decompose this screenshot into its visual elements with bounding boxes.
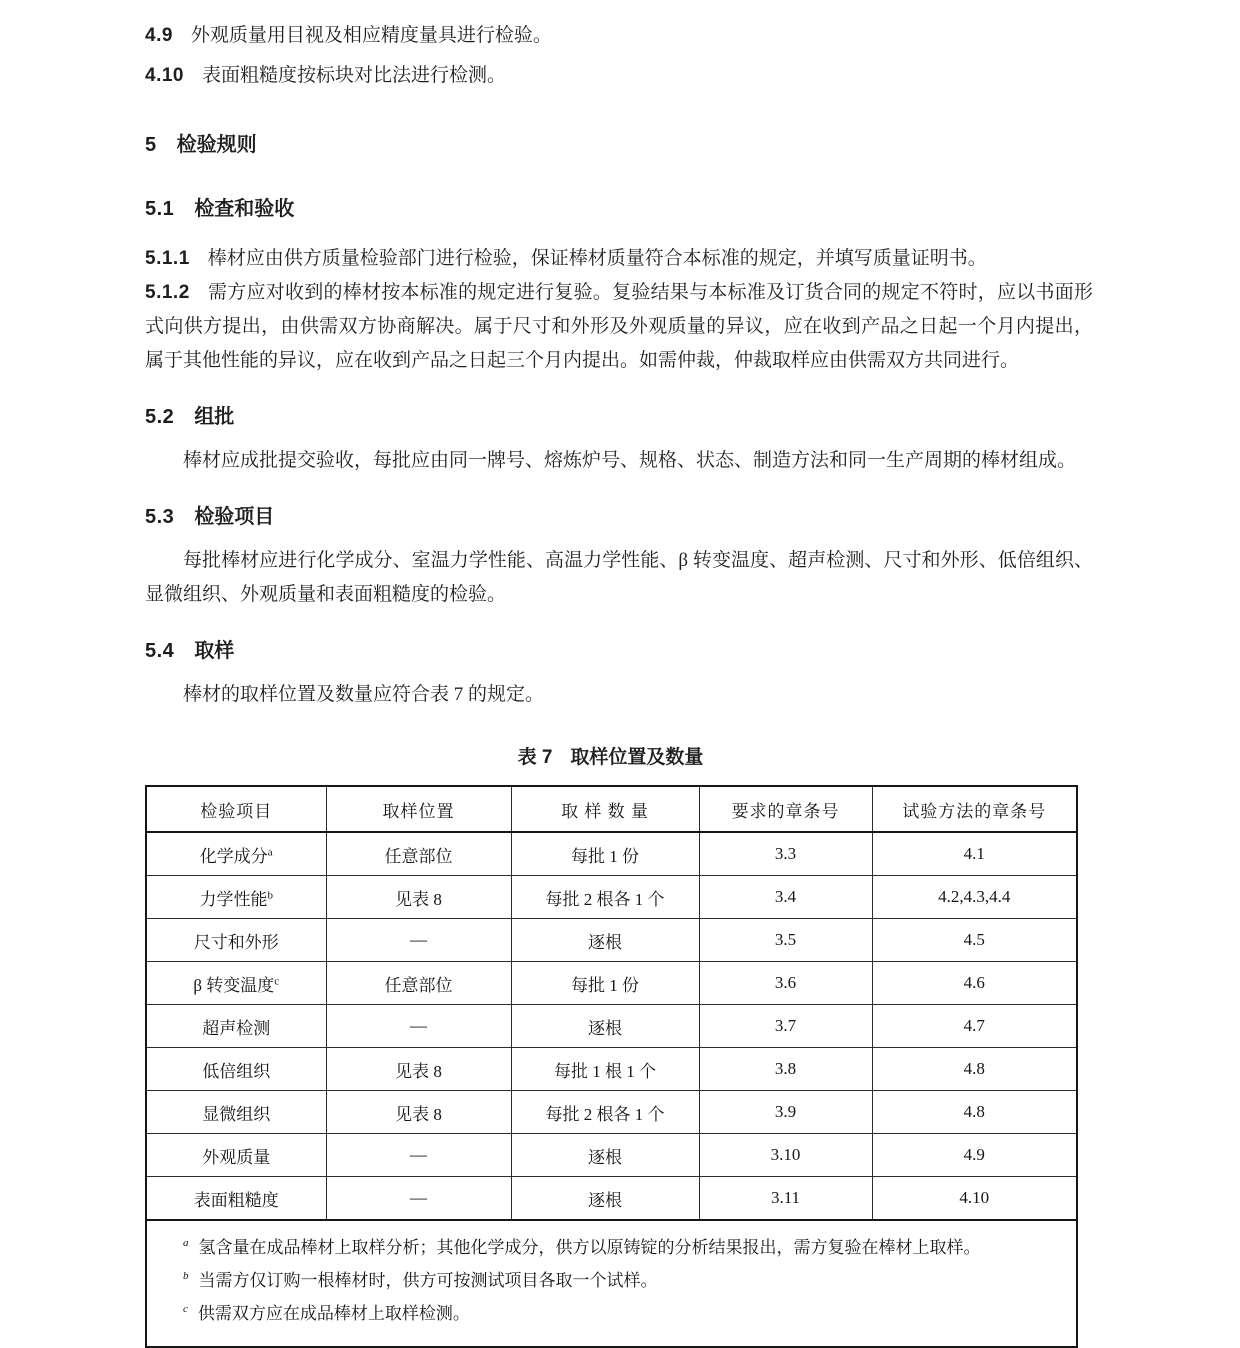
- section-heading-5: [145, 132, 1093, 158]
- standard-page: [145, 20, 1093, 1348]
- cell-inspection-item: 化学成分$^a$: [146, 832, 326, 876]
- section-5-title: 检验规则: [176, 134, 257, 156]
- footnote-marker: a: [267, 845, 273, 858]
- cell-requirement-clause: 3.9: [699, 1091, 872, 1134]
- footnote-b-marker: b: [183, 1270, 189, 1283]
- footnote-marker: b: [267, 888, 273, 901]
- header-sampling-quantity: 取 样 数 量: [511, 786, 699, 832]
- clause-5-1-2: [145, 276, 1093, 378]
- section-heading-5-2: [145, 404, 1093, 430]
- section-5-number: 5: [145, 134, 157, 156]
- cell-inspection-item: β 转变温度$^c$: [146, 962, 326, 1005]
- cell-sampling-quantity: 每批 2 根各 1 个: [511, 1091, 699, 1134]
- cell-sampling-position: 任意部位: [326, 832, 511, 876]
- cell-sampling-quantity: 逐根: [511, 1134, 699, 1177]
- footnote-a: [183, 1231, 1058, 1264]
- cell-sampling-position: —: [326, 919, 511, 962]
- cell-inspection-item: 外观质量: [146, 1134, 326, 1177]
- cell-sampling-quantity: 每批 1 份: [511, 832, 699, 876]
- table-row: [146, 1134, 1077, 1177]
- clause-4-9-text: 外观质量用目视及相应精度量具进行检验。: [190, 25, 552, 46]
- clause-5-1-2-number: 5.1.2: [145, 282, 190, 303]
- clause-4-10-number: 4.10: [145, 65, 184, 86]
- table-row: [146, 1005, 1077, 1048]
- cell-inspection-item: 低倍组织: [146, 1048, 326, 1091]
- section-heading-5-4: [145, 638, 1093, 664]
- table-7-caption: [145, 742, 1076, 769]
- cell-inspection-item: 超声检测: [146, 1005, 326, 1048]
- clause-5-1-1-text: 棒材应由供方质量检验部门进行检验，保证棒材质量符合本标准的规定，并填写质量证明书。: [207, 248, 987, 269]
- cell-test-method-clause: 4.1: [872, 832, 1077, 876]
- cell-test-method-clause: 4.8: [872, 1048, 1077, 1091]
- cell-sampling-position: —: [326, 1134, 511, 1177]
- cell-sampling-position: —: [326, 1177, 511, 1221]
- table-7-caption-label: 表 7: [517, 747, 553, 768]
- cell-requirement-clause: 3.7: [699, 1005, 872, 1048]
- table-row: [146, 1177, 1077, 1221]
- table-row: [146, 832, 1077, 876]
- cell-requirement-clause: 3.5: [699, 919, 872, 962]
- cell-test-method-clause: 4.5: [872, 919, 1077, 962]
- cell-sampling-position: 任意部位: [326, 962, 511, 1005]
- table-7-sampling: [145, 785, 1078, 1348]
- clause-5-1-1: [145, 242, 1093, 276]
- clause-4-10-text: 表面粗糙度按标块对比法进行检测。: [201, 65, 506, 86]
- footnote-b: [183, 1264, 1058, 1297]
- table-header-row: [146, 786, 1077, 832]
- cell-sampling-quantity: 每批 1 份: [511, 962, 699, 1005]
- cell-test-method-clause: 4.9: [872, 1134, 1077, 1177]
- table-footnotes-row: [146, 1220, 1077, 1347]
- section-heading-5-1: [145, 196, 1093, 222]
- clause-4-10: [145, 60, 1093, 92]
- footnote-b-text: 当需方仅订购一根棒材时，供方可按测试项目各取一个试样。: [198, 1271, 658, 1290]
- paragraph-5-4: 棒材的取样位置及数量应符合表 7 的规定。: [183, 684, 545, 705]
- section-5-2-number: 5.2: [145, 406, 175, 428]
- table-row: [146, 1091, 1077, 1134]
- header-inspection-item: 检验项目: [146, 786, 326, 832]
- header-test-method-clause: 试验方法的章条号: [872, 786, 1077, 832]
- section-5-4-title: 取样: [194, 640, 235, 662]
- clause-4-9-number: 4.9: [145, 25, 173, 46]
- clause-5-1-2-text: 需方应对收到的棒材按本标准的规定进行复验。复验结果与本标准及订货合同的规定不符时，应以书面形式向供方提出，由供需双方协商解决。属于尺寸和外形及外观质量的异议，应在收到产品之日起一个月内提出，属于其他性能的异议，应在收到产品之日起三个月内提出。如需仲裁，仲裁取样应由供需双方共同进行。: [145, 282, 1093, 371]
- cell-requirement-clause: 3.3: [699, 832, 872, 876]
- cell-test-method-clause: 4.6: [872, 962, 1077, 1005]
- cell-sampling-position: 见表 8: [326, 1048, 511, 1091]
- section-5-4-number: 5.4: [145, 640, 175, 662]
- cell-requirement-clause: 3.4: [699, 876, 872, 919]
- paragraph-5-3: 每批棒材应进行化学成分、室温力学性能、高温力学性能、β 转变温度、超声检测、尺寸和外形、低倍组织、显微组织、外观质量和表面粗糙度的检验。: [145, 550, 1093, 605]
- section-5-3-title: 检验项目: [194, 506, 275, 528]
- clause-5-1-1-number: 5.1.1: [145, 248, 190, 269]
- cell-requirement-clause: 3.10: [699, 1134, 872, 1177]
- cell-sampling-position: 见表 8: [326, 1091, 511, 1134]
- footnote-c-text: 供需双方应在成品棒材上取样检测。: [197, 1304, 470, 1323]
- clause-4-9: [145, 20, 1093, 52]
- section-5-2-title: 组批: [194, 406, 235, 428]
- cell-sampling-position: —: [326, 1005, 511, 1048]
- cell-sampling-quantity: 逐根: [511, 1177, 699, 1221]
- section-5-1-number: 5.1: [145, 198, 175, 220]
- footnote-c: [183, 1297, 1058, 1330]
- footnote-a-marker: a: [183, 1237, 189, 1250]
- cell-test-method-clause: 4.10: [872, 1177, 1077, 1221]
- header-requirement-clause: 要求的章条号: [699, 786, 872, 832]
- footnote-marker: c: [274, 974, 280, 987]
- section-heading-5-3: [145, 504, 1093, 530]
- table-row: [146, 919, 1077, 962]
- cell-inspection-item: 显微组织: [146, 1091, 326, 1134]
- cell-test-method-clause: 4.8: [872, 1091, 1077, 1134]
- table-row: [146, 962, 1077, 1005]
- table-row: [146, 876, 1077, 919]
- cell-sampling-position: 见表 8: [326, 876, 511, 919]
- table-footnotes: [146, 1220, 1077, 1347]
- cell-requirement-clause: 3.6: [699, 962, 872, 1005]
- footnote-c-marker: c: [183, 1303, 188, 1316]
- cell-test-method-clause: 4.2,4.3,4.4: [872, 876, 1077, 919]
- cell-requirement-clause: 3.8: [699, 1048, 872, 1091]
- paragraph-5-2: 棒材应成批提交验收，每批应由同一牌号、熔炼炉号、规格、状态、制造方法和同一生产周期的棒材组成。: [183, 450, 1077, 471]
- cell-inspection-item: 力学性能$^b$: [146, 876, 326, 919]
- cell-test-method-clause: 4.7: [872, 1005, 1077, 1048]
- table-row: [146, 1048, 1077, 1091]
- cell-requirement-clause: 3.11: [699, 1177, 872, 1221]
- header-sampling-position: 取样位置: [326, 786, 511, 832]
- section-5-3-number: 5.3: [145, 506, 175, 528]
- cell-sampling-quantity: 每批 1 根 1 个: [511, 1048, 699, 1091]
- cell-sampling-quantity: 逐根: [511, 1005, 699, 1048]
- cell-inspection-item: 表面粗糙度: [146, 1177, 326, 1221]
- cell-sampling-quantity: 每批 2 根各 1 个: [511, 876, 699, 919]
- table-7-caption-title: 取样位置及数量: [570, 747, 704, 768]
- cell-sampling-quantity: 逐根: [511, 919, 699, 962]
- footnote-a-text: 氢含量在成品棒材上取样分析；其他化学成分，供方以原铸锭的分析结果报出，需方复验在棒材上取样。: [198, 1238, 981, 1257]
- section-5-1-title: 检查和验收: [194, 198, 295, 220]
- cell-inspection-item: 尺寸和外形: [146, 919, 326, 962]
